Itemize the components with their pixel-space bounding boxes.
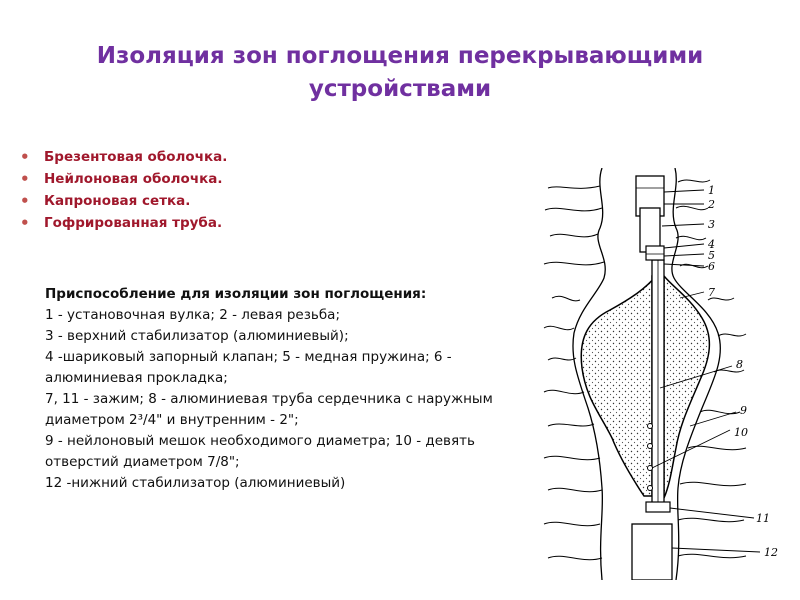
pipe-hole — [648, 444, 653, 449]
diagram-label-7: 7 — [708, 286, 715, 299]
caption-line: 7, 11 - зажим; 8 - алюминиевая труба сердечника с наружным диаметром 2³/4" и внутренним - 2"; — [45, 391, 493, 428]
diagram-label-9: 9 — [740, 404, 747, 417]
bullet-list — [20, 146, 227, 234]
pipe-hole — [648, 466, 653, 471]
slide-title-line-2: устройствами — [308, 76, 492, 102]
diagram-label-5: 5 — [708, 249, 715, 262]
slide-title-line-1: Изоляция зон поглощения перекрывающими — [96, 43, 704, 69]
caption-line: 4 -шариковый запорный клапан; 5 - медная пружина; 6 - алюминиевая прокладка; — [45, 349, 452, 386]
bullet-item: • Капроновая сетка. — [20, 190, 227, 212]
diagram-label-2: 2 — [708, 198, 715, 211]
diagram-label-12: 12 — [764, 546, 778, 559]
check-valve — [646, 246, 664, 260]
caption-line: 1 - установочная вулка; 2 - левая резьба; — [45, 307, 340, 323]
lower-clamp — [646, 502, 670, 512]
pipe-hole — [648, 486, 653, 491]
diagram-label-3: 3 — [708, 218, 715, 231]
diagram-label-4: 4 — [708, 238, 715, 251]
caption-heading: Приспособление для изоляции зон поглощения: — [45, 286, 427, 302]
diagram-label-10: 10 — [734, 426, 748, 439]
bullet-item: • Брезентовая оболочка. — [20, 146, 227, 168]
bullet-item: • Нейлоновая оболочка. — [20, 168, 227, 190]
bullet-item: • Гофрированная труба. — [20, 212, 227, 234]
device-diagram — [540, 168, 785, 580]
pipe-hole — [648, 424, 653, 429]
device-caption — [45, 284, 520, 494]
lower-stabilizer — [632, 524, 672, 580]
caption-line: 9 - нейлоновый мешок необходимого диаметра; 10 - девять отверстий диаметром 7/8"; — [45, 433, 475, 470]
diagram-label-8: 8 — [736, 358, 743, 371]
diagram-label-1: 1 — [708, 184, 715, 197]
caption-line: 12 -нижний стабилизатор (алюминиевый) — [45, 475, 346, 491]
diagram-label-11: 11 — [756, 512, 770, 525]
caption-line: 3 - верхний стабилизатор (алюминиевый); — [45, 328, 349, 344]
diagram-label-6: 6 — [708, 260, 715, 273]
upper-stabilizer — [640, 208, 660, 252]
slide-title — [20, 40, 780, 106]
